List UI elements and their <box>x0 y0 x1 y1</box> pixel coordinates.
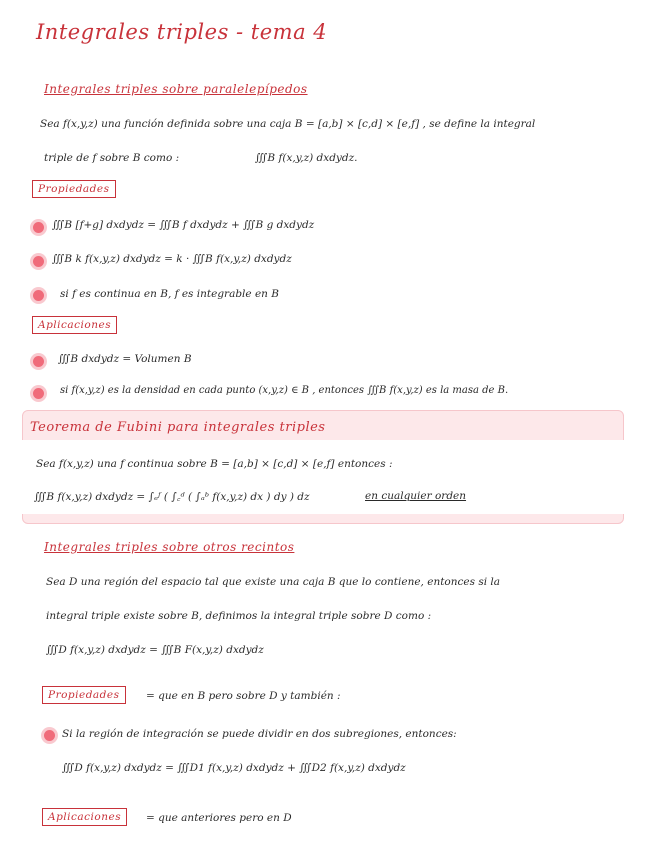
aplicaciones-label-2: Aplicaciones <box>42 808 127 826</box>
fubini-order-note: en cualquier orden <box>365 490 467 502</box>
section-heading-otros-recintos: Integrales triples sobre otros recintos <box>44 540 295 554</box>
page-title: Integrales triples - tema 4 <box>36 20 328 44</box>
region-line-1: Sea D una región del espacio tal que existe una caja B que lo contiene, entonces si la <box>46 576 501 588</box>
definition-line-2a: triple de f sobre B como : <box>44 152 180 164</box>
subregiones-text: Si la región de integración se puede dividir en dos subregiones, entonces: <box>62 728 457 740</box>
propiedades-label-2: Propiedades <box>42 686 126 704</box>
aplicacion-volumen: ∭B dxdydz = Volumen B <box>58 353 192 365</box>
propiedades-label: Propiedades <box>32 180 116 198</box>
propiedad-linealidad-suma: ∭B [f+g] dxdydz = ∭B f dxdydz + ∭B g dxdydz <box>52 219 315 231</box>
subregiones-formula: ∭D f(x,y,z) dxdydz = ∭D1 f(x,y,z) dxdydz + ∭D2 f(x,y,z) dxdydz <box>62 762 406 774</box>
fubini-statement: Sea f(x,y,z) una f continua sobre B = [a,b] × [c,d] × [e,f] entonces : <box>36 458 393 470</box>
propiedad-continuidad: si f es continua en B, f es integrable en B <box>60 288 279 300</box>
bullet-icon <box>33 256 44 267</box>
aplicaciones-label: Aplicaciones <box>32 316 117 334</box>
bullet-icon <box>44 730 55 741</box>
region-line-2: integral triple existe sobre B, definimos la integral triple sobre D como : <box>46 610 432 622</box>
aplicacion-masa: si f(x,y,z) es la densidad en cada punto (x,y,z) ∈ B , entonces ∭B f(x,y,z) es la masa de B. <box>60 385 509 396</box>
definition-line-1: Sea f(x,y,z) una función definida sobre una caja B = [a,b] × [c,d] × [e,f] , se define la integral <box>40 118 536 130</box>
section-heading-paralelepipedos: Integrales triples sobre paralelepípedos <box>44 82 308 96</box>
bullet-icon <box>33 290 44 301</box>
fubini-heading: Teorema de Fubini para integrales triples <box>30 420 326 435</box>
propiedades-2-suffix: = que en B pero sobre D y también : <box>146 690 341 702</box>
aplicaciones-2-suffix: = que anteriores pero en D <box>146 812 292 824</box>
bullet-icon <box>33 356 44 367</box>
definition-formula: ∭B f(x,y,z) dxdydz. <box>255 152 358 164</box>
fubini-formula: ∭B f(x,y,z) dxdydz = ∫ₑᶠ ( ∫꜀ᵈ ( ∫ₐᵇ f(x,y,z) dx ) dy ) dz <box>34 491 310 503</box>
bullet-icon <box>33 222 44 233</box>
bullet-icon <box>33 388 44 399</box>
region-formula: ∭D f(x,y,z) dxdydz = ∭B F(x,y,z) dxdydz <box>46 644 264 656</box>
propiedad-constante: ∭B k f(x,y,z) dxdydz = k · ∭B f(x,y,z) dxdydz <box>52 253 292 265</box>
